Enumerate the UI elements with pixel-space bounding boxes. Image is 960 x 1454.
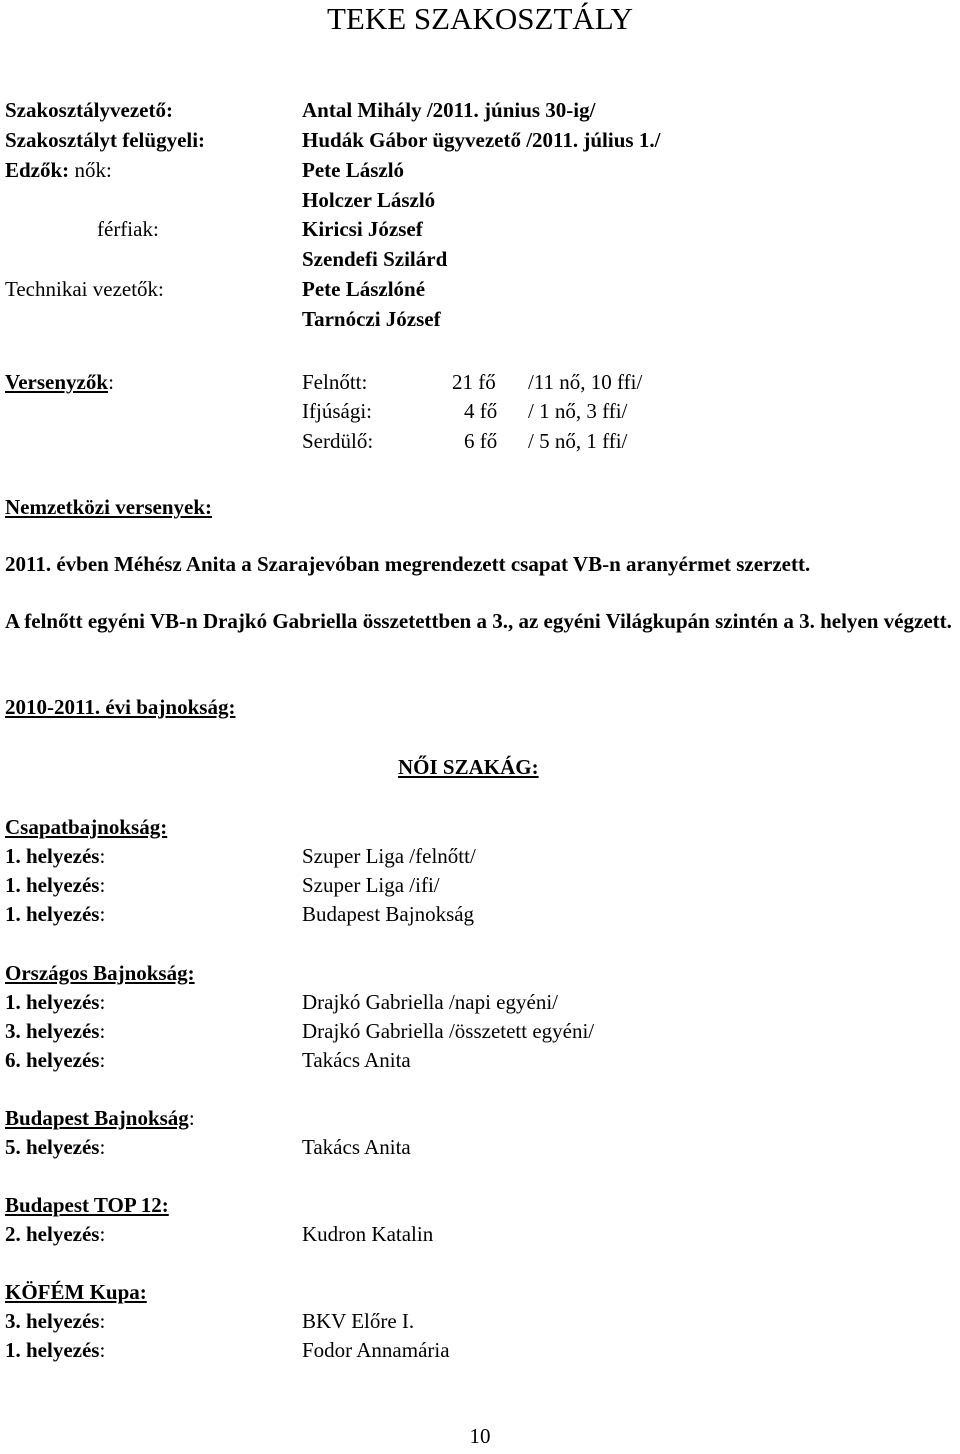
- competitor-count-cadet: 6 fő: [464, 429, 498, 453]
- international-paragraph-1: 2011. évben Méhész Anita a Szarajevóban megrendezett csapat VB-n aranyérmet szerzett.: [5, 552, 811, 576]
- coach-women-1: Pete László: [302, 158, 405, 182]
- page-title: TEKE SZAKOSZTÁLY: [326, 1, 633, 36]
- place-colon: :: [99, 1019, 106, 1043]
- place-colon: :: [99, 1048, 106, 1072]
- team-result-2-place: [5, 875, 105, 896]
- top12-result-1-value: Kudron Katalin: [302, 1222, 434, 1246]
- competitors-label-colon: :: [108, 370, 114, 394]
- kofem-cup-heading: [5, 1282, 147, 1303]
- competitor-detail-cadet: / 5 nő, 1 ffi/: [528, 429, 628, 453]
- championship-heading: 2010-2011. évi bajnokság:: [5, 695, 236, 719]
- competitor-count-youth: 4 fő: [464, 399, 498, 423]
- coaches-men-label: férfiak:: [97, 217, 159, 241]
- section-leader-value: Antal Mihály /2011. június 30-ig/: [302, 98, 596, 122]
- team-result-3-place: [5, 904, 105, 925]
- national-result-1-value: Drajkó Gabriella /napi egyéni/: [302, 990, 558, 1014]
- place-colon: :: [99, 1309, 106, 1333]
- competitor-detail-youth: / 1 nő, 3 ffi/: [528, 399, 628, 423]
- budapest-top12-heading: [5, 1195, 169, 1216]
- coaches-label-bold: Edzők:: [5, 158, 70, 182]
- place-colon: :: [99, 1135, 106, 1159]
- competitor-category-youth: Ifjúsági:: [302, 399, 372, 423]
- coach-women-2: Holczer László: [302, 188, 436, 212]
- kofem-result-1-value: BKV Előre I.: [302, 1309, 415, 1333]
- competitors-label-text: Versenyzők: [5, 370, 109, 394]
- place-text: 1. helyezés: [5, 902, 100, 926]
- competitors-label: [5, 372, 114, 393]
- budapest-top12-heading-text: Budapest TOP 12:: [5, 1193, 169, 1217]
- competitor-count-adult: 21 fő: [452, 370, 496, 394]
- place-text: 1. helyezés: [5, 873, 100, 897]
- budapest-result-1-value: Takács Anita: [302, 1135, 411, 1159]
- coach-men-1: Kiricsi József: [302, 217, 423, 241]
- budapest-championship-heading-suffix: :: [188, 1106, 195, 1130]
- national-championship-heading: [5, 963, 195, 984]
- national-result-1-place: [5, 992, 105, 1013]
- budapest-result-1-place: [5, 1137, 105, 1158]
- team-result-1-place: [5, 846, 105, 867]
- place-text: 3. helyezés: [5, 1019, 100, 1043]
- kofem-cup-heading-text: KÖFÉM Kupa:: [5, 1280, 147, 1304]
- team-result-2-value: Szuper Liga /ifi/: [302, 873, 440, 897]
- supervisor-value: Hudák Gábor ügyvezető /2011. július 1./: [302, 128, 661, 152]
- place-text: 1. helyezés: [5, 844, 100, 868]
- place-colon: :: [99, 1338, 106, 1362]
- coaches-women-label: nők:: [74, 158, 112, 182]
- place-colon: :: [99, 902, 106, 926]
- place-text: 6. helyezés: [5, 1048, 100, 1072]
- place-text: 1. helyezés: [5, 1338, 100, 1362]
- place-colon: :: [99, 1222, 106, 1246]
- budapest-championship-heading-text: Budapest Bajnokság: [5, 1106, 189, 1130]
- place-text: 5. helyezés: [5, 1135, 100, 1159]
- team-result-3-value: Budapest Bajnokság: [302, 902, 475, 926]
- tech-leaders-label: Technikai vezetők:: [5, 277, 164, 301]
- team-championship-heading: [5, 817, 167, 838]
- national-result-2-place: [5, 1021, 105, 1042]
- budapest-championship-heading: [5, 1108, 195, 1129]
- competitor-category-adult: Felnőtt:: [302, 370, 368, 394]
- international-heading: Nemzetközi versenyek:: [5, 495, 213, 519]
- international-paragraph-2: A felnőtt egyéni VB-n Drajkó Gabriella összetettben a 3., az egyéni Világkupán szintén a 3. helyen végzett.: [5, 609, 952, 633]
- place-colon: :: [99, 873, 106, 897]
- national-championship-heading-text: Országos Bajnokság:: [5, 961, 195, 985]
- supervisor-label: Szakosztályt felügyeli:: [5, 128, 206, 152]
- competitor-category-cadet: Serdülő:: [302, 429, 374, 453]
- place-colon: :: [99, 990, 106, 1014]
- tech-leader-2: Tarnóczi József: [302, 307, 441, 331]
- womens-branch-heading: NŐI SZAKÁG:: [398, 755, 539, 779]
- kofem-result-1-place: [5, 1311, 105, 1332]
- place-text: 3. helyezés: [5, 1309, 100, 1333]
- team-result-1-value: Szuper Liga /felnőtt/: [302, 844, 476, 868]
- place-colon: :: [99, 844, 106, 868]
- page-number: 10: [469, 1424, 491, 1448]
- place-text: 2. helyezés: [5, 1222, 100, 1246]
- team-championship-heading-text: Csapatbajnokság:: [5, 815, 168, 839]
- coaches-label: [5, 160, 112, 181]
- top12-result-1-place: [5, 1224, 105, 1245]
- tech-leader-1: Pete Lászlóné: [302, 277, 426, 301]
- place-text: 1. helyezés: [5, 990, 100, 1014]
- coach-men-2: Szendefi Szilárd: [302, 247, 448, 271]
- section-leader-label: Szakosztályvezető:: [5, 98, 173, 122]
- competitor-detail-adult: /11 nő, 10 ffi/: [528, 370, 643, 394]
- national-result-3-value: Takács Anita: [302, 1048, 411, 1072]
- national-result-2-value: Drajkó Gabriella /összetett egyéni/: [302, 1019, 595, 1043]
- national-result-3-place: [5, 1050, 105, 1071]
- kofem-result-2-value: Fodor Annamária: [302, 1338, 450, 1362]
- kofem-result-2-place: [5, 1340, 105, 1361]
